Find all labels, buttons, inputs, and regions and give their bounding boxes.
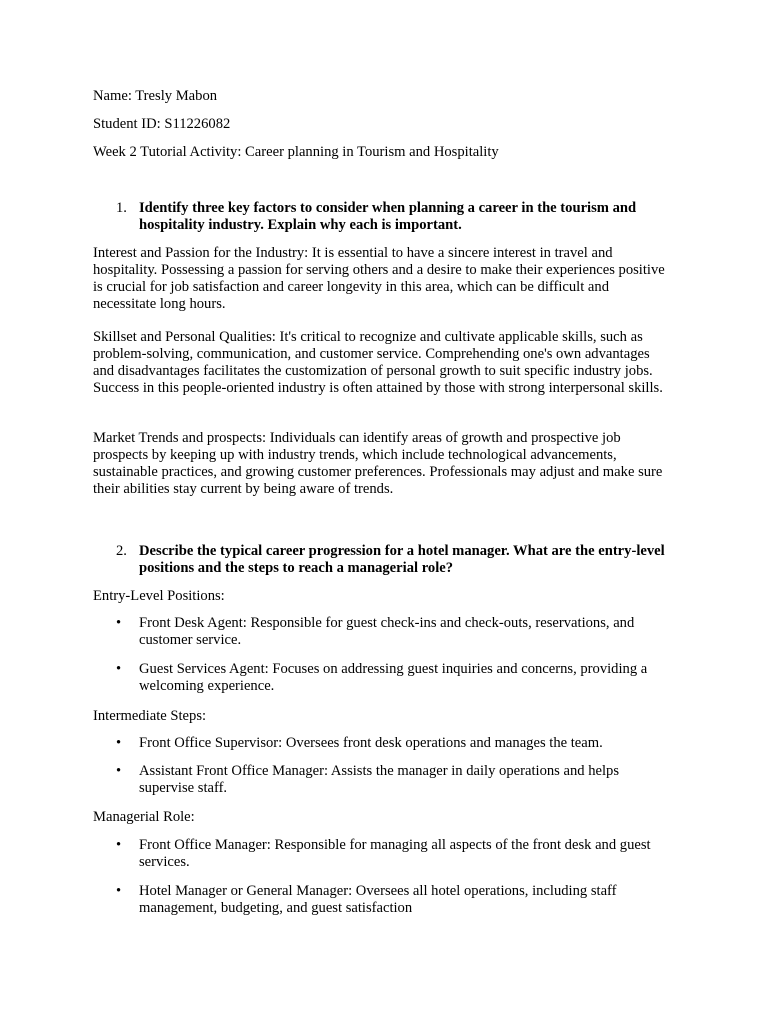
bullet-icon: •: [116, 615, 122, 631]
answer-1-skillset: Skillset and Personal Qualities: It's critical to recognize and cultivate applicable skills, such as problem-solving, communication, and customer service. Comprehending one's own advantages and disadvantages facilitates the customization of personal growth to suit specific industry jobs. Success in this people-oriented industry is often attained by those with strong interpersonal skills.: [93, 329, 663, 396]
list-item: Front Office Manager: Responsible for managing all aspects of the front desk and guest services.: [139, 837, 651, 870]
question-1-text: Identify three key factors to consider when planning a career in the tourism and hospitality industry. Explain why each is important.: [139, 200, 637, 233]
list-item: Assistant Front Office Manager: Assists the manager in daily operations and helps supervise staff.: [139, 763, 620, 796]
student-name: Name: Tresly Mabon: [93, 88, 218, 104]
list-item: Front Desk Agent: Responsible for guest check-ins and check-outs, reservations, and customer service.: [139, 615, 635, 648]
student-id: Student ID: S11226082: [93, 116, 231, 132]
bullet-icon: •: [116, 735, 122, 751]
question-2-text: Describe the typical career progression for a hotel manager. What are the entry-level positions and the steps to reach a managerial role?: [139, 543, 665, 576]
list-item: Hotel Manager or General Manager: Oversees all hotel operations, including staff management, budgeting, and guest satisfaction: [139, 883, 617, 916]
answer-1-market-trends: Market Trends and prospects: Individuals can identify areas of growth and prospective job prospects by keeping up with industry trends, which include technological advancements, sustainable practices, and growing customer preferences. Professionals may adjust and make sure their abilities stay current by being aware of trends.: [93, 430, 663, 497]
question-1-number: 1.: [116, 200, 127, 216]
answer-1-interest: Interest and Passion for the Industry: It is essential to have a sincere interest in travel and hospitality. Possessing a passion for serving others and a desire to make their experiences positive is crucial for job satisfaction and career longevity in this area, which can be difficult and necessitate long hours.: [93, 245, 665, 312]
question-2-number: 2.: [116, 543, 127, 559]
section-heading-entry-level: Entry-Level Positions:: [93, 588, 225, 604]
activity-title: Week 2 Tutorial Activity: Career planning in Tourism and Hospitality: [93, 144, 499, 160]
list-item: Guest Services Agent: Focuses on addressing guest inquiries and concerns, providing a welcoming experience.: [139, 661, 648, 694]
section-heading-intermediate: Intermediate Steps:: [93, 708, 207, 724]
bullet-icon: •: [116, 763, 122, 779]
bullet-icon: •: [116, 661, 122, 677]
bullet-icon: •: [116, 883, 122, 899]
list-item: Front Office Supervisor: Oversees front desk operations and manages the team.: [139, 735, 603, 751]
section-heading-managerial: Managerial Role:: [93, 809, 195, 825]
bullet-icon: •: [116, 837, 122, 853]
